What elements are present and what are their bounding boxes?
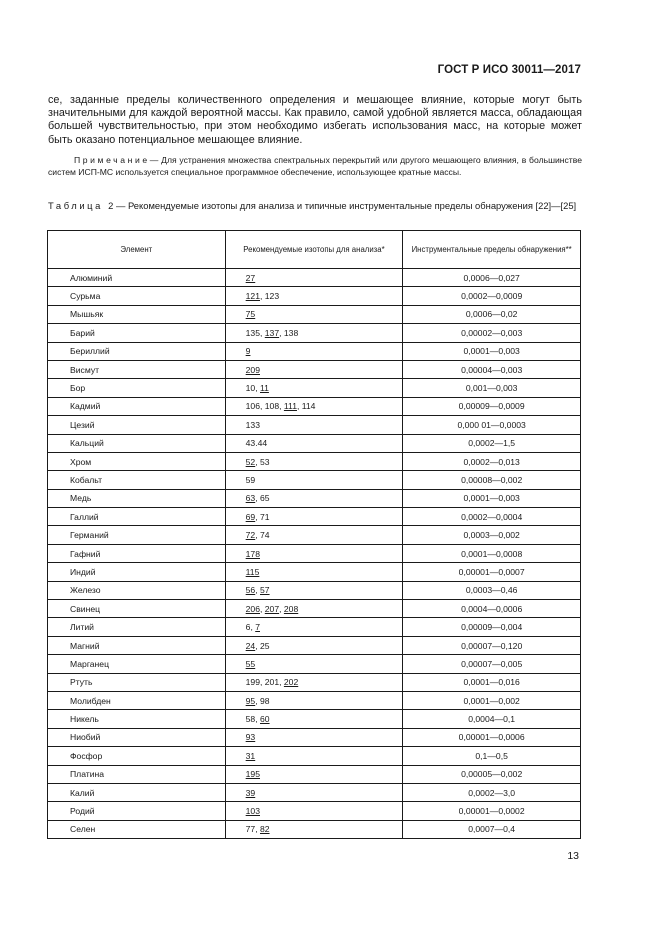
table-row — [48, 397, 581, 415]
column-header-limits: Инструментальные пределы обнаружения** — [403, 231, 581, 269]
note-block — [48, 154, 582, 179]
note-text: — Для устранения множества спектральных перекрытий или другого мешающего влияния, в большинстве систем ИСП-МС используется специальное программное обеспечение, использующее кратные массы. — [48, 155, 582, 178]
isotope-value: 24 — [245, 640, 256, 651]
detection-limit-cell: 0,0002—0,0009 — [403, 287, 581, 305]
table-row — [48, 416, 581, 434]
detection-limit-cell: 0,001—0,003 — [403, 379, 581, 397]
isotope-value: 9 — [245, 346, 251, 357]
table-row — [48, 747, 581, 765]
element-cell: Бор — [48, 379, 226, 397]
element-cell: Медь — [48, 489, 226, 507]
isotopes-cell: 121, 123 — [225, 287, 403, 305]
element-cell: Кадмий — [48, 397, 226, 415]
isotopes-cell: 72, 74 — [225, 526, 403, 544]
detection-limit-cell: 0,00007—0,120 — [403, 636, 581, 654]
isotope-value: 137 — [264, 327, 280, 338]
element-cell: Железо — [48, 581, 226, 599]
element-cell: Барий — [48, 324, 226, 342]
isotope-value: 114 — [301, 401, 316, 412]
table-body — [48, 269, 581, 839]
isotope-value: 27 — [245, 272, 256, 283]
table-row — [48, 324, 581, 342]
detection-limit-cell: 0,00001—0,0006 — [403, 728, 581, 746]
element-cell: Родий — [48, 802, 226, 820]
isotope-value: 123 — [264, 291, 280, 302]
column-header-element: Элемент — [48, 231, 226, 269]
isotope-value: 39 — [245, 787, 256, 798]
table-row — [48, 452, 581, 470]
isotope-value: 71 — [260, 511, 270, 522]
isotope-value: 95 — [245, 695, 256, 706]
detection-limit-cell: 0,0002—3,0 — [403, 783, 581, 801]
element-cell: Платина — [48, 765, 226, 783]
detection-limit-cell: 0,0001—0,0008 — [403, 544, 581, 562]
table-row — [48, 691, 581, 709]
detection-limit-cell: 0,000 01—0,0003 — [403, 416, 581, 434]
element-cell: Молибден — [48, 691, 226, 709]
detection-limit-cell: 0,0006—0,02 — [403, 305, 581, 323]
isotope-value: 209 — [245, 364, 260, 375]
isotope-value: 103 — [245, 806, 260, 817]
isotope-value: 43.44 — [245, 438, 268, 449]
table-row — [48, 581, 581, 599]
isotope-value: 108 — [264, 401, 280, 412]
isotopes-cell — [225, 544, 403, 562]
isotope-value: 208 — [283, 603, 299, 614]
body-paragraph: се, заданные пределы количественного определения и мешающее влияние, которые могут быть значительными для каждой вероятной массы. Как правило, самой удобной является масса, обладающая большей чувствительностью, при этом необходимо избегать использования масс, на которые может быть оказано потенциальное мешающее влияние. — [48, 94, 582, 146]
detection-limit-cell: 0,1—0,5 — [403, 747, 581, 765]
detection-limit-cell: 0,0002—1,5 — [403, 434, 581, 452]
note-label: Примечание — [74, 155, 150, 165]
isotopes-cell — [225, 416, 403, 434]
element-cell: Фосфор — [48, 747, 226, 765]
detection-limit-cell: 0,00005—0,002 — [403, 765, 581, 783]
isotope-value: 133 — [245, 419, 260, 430]
isotopes-cell — [225, 655, 403, 673]
isotope-value: 98 — [260, 695, 270, 706]
table-row — [48, 655, 581, 673]
element-cell: Кальций — [48, 434, 226, 452]
isotope-value: 135 — [245, 327, 260, 338]
isotope-value: 60 — [260, 714, 270, 725]
element-cell: Никель — [48, 710, 226, 728]
isotope-value: 206 — [245, 603, 260, 614]
table-row — [48, 342, 581, 360]
detection-limit-cell: 0,0001—0,003 — [403, 342, 581, 360]
element-cell: Магний — [48, 636, 226, 654]
element-cell: Цезий — [48, 416, 226, 434]
table-row — [48, 673, 581, 691]
table-header-row — [48, 231, 581, 269]
detection-limit-cell: 0,0003—0,002 — [403, 526, 581, 544]
element-cell: Индий — [48, 563, 226, 581]
isotopes-cell — [225, 305, 403, 323]
table-caption-label: Таблица 2 — [48, 200, 116, 211]
isotope-value: 82 — [260, 824, 270, 835]
isotopes-cell: 6, 7 — [225, 618, 403, 636]
element-cell: Гафний — [48, 544, 226, 562]
element-cell: Ниобий — [48, 728, 226, 746]
detection-limit-cell: 0,0001—0,003 — [403, 489, 581, 507]
isotopes-table — [47, 230, 581, 839]
table-row — [48, 563, 581, 581]
element-cell: Ртуть — [48, 673, 226, 691]
isotope-value: 53 — [260, 456, 270, 467]
table-row — [48, 636, 581, 654]
isotopes-cell — [225, 802, 403, 820]
element-cell: Марганец — [48, 655, 226, 673]
detection-limit-cell: 0,0002—0,0004 — [403, 508, 581, 526]
detection-limit-cell: 0,0004—0,1 — [403, 710, 581, 728]
table-row — [48, 618, 581, 636]
detection-limit-cell: 0,0001—0,016 — [403, 673, 581, 691]
isotope-value: 202 — [283, 677, 299, 688]
table-row — [48, 728, 581, 746]
element-cell: Сурьма — [48, 287, 226, 305]
isotopes-cell — [225, 471, 403, 489]
element-cell: Кобальт — [48, 471, 226, 489]
table-row — [48, 802, 581, 820]
table-row — [48, 360, 581, 378]
page-number: 13 — [567, 850, 579, 862]
detection-limit-cell: 0,00004—0,003 — [403, 360, 581, 378]
detection-limit-cell: 0,0006—0,027 — [403, 269, 581, 287]
isotope-value: 115 — [245, 566, 260, 577]
table-row — [48, 471, 581, 489]
isotope-value: 59 — [245, 474, 256, 485]
isotope-value: 195 — [245, 769, 260, 780]
isotopes-cell — [225, 342, 403, 360]
isotopes-cell — [225, 728, 403, 746]
isotope-value: 207 — [264, 603, 280, 614]
isotopes-cell: 10, 11 — [225, 379, 403, 397]
detection-limit-cell: 0,00001—0,0002 — [403, 802, 581, 820]
table-row — [48, 287, 581, 305]
table-row — [48, 783, 581, 801]
element-cell: Селен — [48, 820, 226, 838]
isotopes-cell: 199, 201, 202 — [225, 673, 403, 691]
isotopes-cell: 106, 108, 111, 114 — [225, 397, 403, 415]
element-cell: Галлий — [48, 508, 226, 526]
isotopes-cell — [225, 434, 403, 452]
isotopes-cell — [225, 269, 403, 287]
isotope-value: 77 — [245, 824, 256, 835]
element-cell: Свинец — [48, 600, 226, 618]
isotope-value: 65 — [260, 493, 270, 504]
isotope-value: 31 — [245, 750, 256, 761]
isotopes-cell — [225, 563, 403, 581]
isotope-value: 93 — [245, 732, 256, 743]
isotopes-cell — [225, 747, 403, 765]
table-row — [48, 765, 581, 783]
isotopes-cell: 24, 25 — [225, 636, 403, 654]
detection-limit-cell: 0,0003—0,46 — [403, 581, 581, 599]
isotopes-cell — [225, 360, 403, 378]
isotope-value: 6 — [245, 622, 251, 633]
table-caption — [48, 200, 582, 212]
detection-limit-cell: 0,00001—0,0007 — [403, 563, 581, 581]
isotope-value: 7 — [255, 622, 260, 633]
detection-limit-cell: 0,00002—0,003 — [403, 324, 581, 342]
table-row — [48, 710, 581, 728]
isotope-value: 199 — [245, 677, 260, 688]
element-cell: Калий — [48, 783, 226, 801]
detection-limit-cell: 0,00007—0,005 — [403, 655, 581, 673]
isotope-value: 121 — [245, 291, 260, 302]
isotopes-cell — [225, 783, 403, 801]
isotope-value: 111 — [283, 401, 297, 412]
element-cell: Алюминий — [48, 269, 226, 287]
isotope-value: 58 — [245, 714, 256, 725]
isotopes-cell: 135, 137, 138 — [225, 324, 403, 342]
table-row — [48, 269, 581, 287]
document-id-header: ГОСТ Р ИСО 30011—2017 — [437, 64, 581, 76]
table-row — [48, 489, 581, 507]
isotopes-cell — [225, 765, 403, 783]
isotope-value: 55 — [245, 658, 256, 669]
detection-limit-cell: 0,0007—0,4 — [403, 820, 581, 838]
table-row — [48, 526, 581, 544]
isotope-value: 106 — [245, 401, 260, 412]
isotopes-cell: 95, 98 — [225, 691, 403, 709]
isotope-value: 56 — [245, 585, 256, 596]
element-cell: Мышьяк — [48, 305, 226, 323]
isotope-value: 25 — [260, 640, 270, 651]
isotope-value: 138 — [283, 327, 299, 338]
table-caption-text: — Рекомендуемые изотопы для анализа и типичные инструментальные пределы обнаружения [22]—[25] — [115, 200, 577, 211]
isotope-value: 74 — [260, 530, 270, 541]
isotopes-cell: 206, 207, 208 — [225, 600, 403, 618]
column-header-isotopes: Рекомендуемые изотопы для анализа* — [225, 231, 403, 269]
table-row — [48, 305, 581, 323]
detection-limit-cell: 0,0001—0,002 — [403, 691, 581, 709]
detection-limit-cell: 0,00009—0,0009 — [403, 397, 581, 415]
table-row — [48, 434, 581, 452]
isotope-value: 57 — [260, 585, 270, 596]
table-row — [48, 379, 581, 397]
isotope-value: 11 — [260, 383, 269, 394]
isotope-value: 75 — [245, 309, 256, 320]
isotopes-cell: 52, 53 — [225, 452, 403, 470]
isotope-value: 178 — [245, 548, 260, 559]
isotope-value: 52 — [245, 456, 256, 467]
isotopes-cell: 58, 60 — [225, 710, 403, 728]
isotopes-cell: 56, 57 — [225, 581, 403, 599]
detection-limit-cell: 0,0002—0,013 — [403, 452, 581, 470]
detection-limit-cell: 0,0004—0,0006 — [403, 600, 581, 618]
element-cell: Литий — [48, 618, 226, 636]
isotopes-cell: 69, 71 — [225, 508, 403, 526]
isotope-value: 201 — [264, 677, 280, 688]
element-cell: Бериллий — [48, 342, 226, 360]
table-row — [48, 820, 581, 838]
table-row — [48, 600, 581, 618]
isotope-value: 69 — [245, 511, 256, 522]
element-cell: Висмут — [48, 360, 226, 378]
element-cell: Германий — [48, 526, 226, 544]
isotopes-cell: 77, 82 — [225, 820, 403, 838]
table-row — [48, 508, 581, 526]
isotope-value: 63 — [245, 493, 256, 504]
detection-limit-cell: 0,00008—0,002 — [403, 471, 581, 489]
detection-limit-cell: 0,00009—0,004 — [403, 618, 581, 636]
isotope-value: 10 — [245, 383, 256, 394]
isotope-value: 72 — [245, 530, 256, 541]
table-row — [48, 544, 581, 562]
element-cell: Хром — [48, 452, 226, 470]
isotopes-cell: 63, 65 — [225, 489, 403, 507]
